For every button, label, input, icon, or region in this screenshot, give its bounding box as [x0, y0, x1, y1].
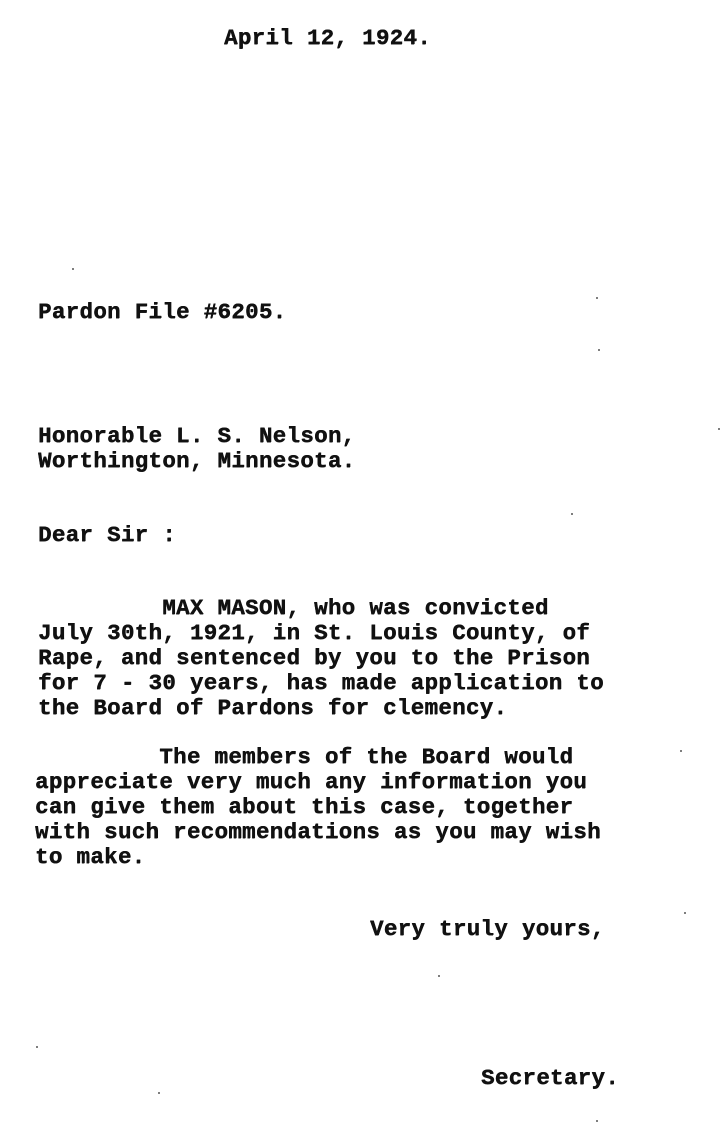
scan-speck — [596, 1120, 598, 1122]
signature-title: Secretary. — [481, 1065, 620, 1091]
paragraph-line: with such recommendations as you may wish — [35, 819, 601, 845]
scan-speck — [718, 428, 720, 430]
scan-speck — [438, 975, 440, 977]
paragraph-line: for 7 - 30 years, has made application to — [38, 670, 604, 696]
scan-speck — [680, 750, 682, 752]
scan-speck — [598, 349, 600, 351]
paragraph-line: Rape, and sentenced by you to the Prison — [38, 645, 591, 671]
scan-speck — [158, 1092, 160, 1094]
paragraph-line: can give them about this case, together — [35, 794, 574, 820]
pardon-file-reference: Pardon File #6205. — [38, 299, 287, 325]
closing: Very truly yours, — [370, 916, 605, 942]
scan-speck — [596, 297, 598, 299]
scan-speck — [72, 268, 74, 270]
paragraph-line: appreciate very much any information you — [35, 769, 588, 795]
paragraph-line: July 30th, 1921, in St. Louis County, of — [38, 620, 591, 646]
scan-speck — [684, 912, 686, 914]
recipient-name: Honorable L. S. Nelson, — [38, 423, 356, 449]
scan-speck — [571, 513, 573, 515]
paragraph-line: MAX MASON, who was convicted — [38, 595, 549, 621]
salutation: Dear Sir : — [38, 522, 177, 548]
letter-date: April 12, 1924. — [224, 25, 432, 51]
paragraph-line: the Board of Pardons for clemency. — [38, 695, 508, 721]
paragraph-line: to make. — [35, 844, 146, 870]
recipient-location: Worthington, Minnesota. — [38, 448, 356, 474]
scan-speck — [36, 1046, 38, 1048]
paragraph-line: The members of the Board would — [35, 744, 574, 770]
